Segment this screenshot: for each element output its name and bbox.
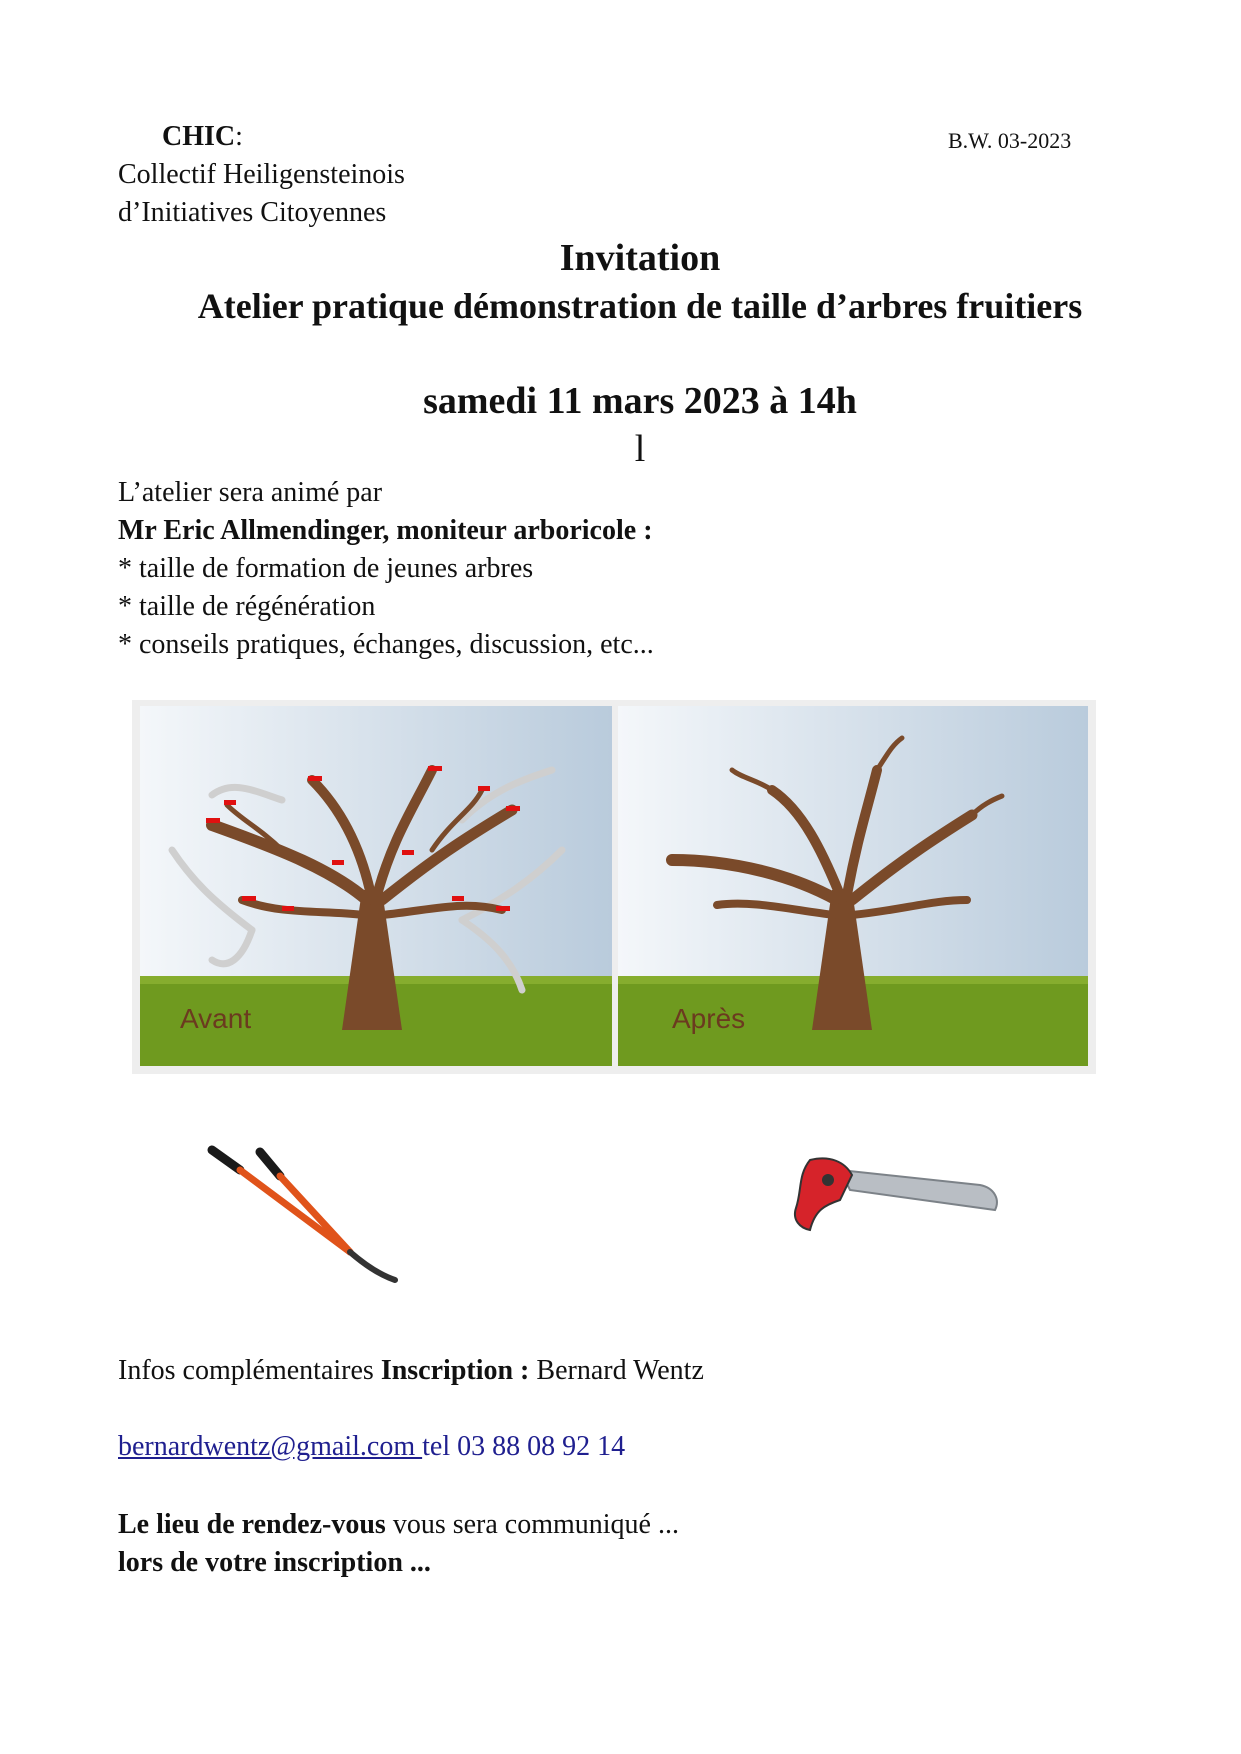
loppers-icon [200, 1140, 410, 1290]
contact-line [118, 1352, 704, 1390]
invitation-title: Invitation [559, 237, 721, 279]
stray-character: l [634, 428, 646, 470]
meeting-rest: vous sera communiqué ... [385, 1509, 679, 1540]
topic-item: * taille de formation de jeunes arbres [118, 553, 534, 584]
before-label: Avant [180, 1003, 252, 1034]
org-colon: : [235, 121, 243, 152]
document-reference: B.W. 03-2023 [948, 128, 1072, 153]
topic-item: * conseils pratiques, échanges, discussion, etc... [118, 629, 654, 660]
intro-block [118, 474, 654, 664]
org-short-name: CHIC [162, 121, 236, 152]
intro-line: L’atelier sera animé par [118, 477, 383, 508]
pruning-illustration [132, 700, 1096, 1074]
meeting-line2: lors de votre inscription ... [118, 1547, 431, 1578]
workshop-subtitle: Atelier pratique démonstration de taille d’arbres fruitiers [197, 286, 1083, 326]
inscription-name: Bernard Wentz [529, 1355, 704, 1386]
phone-number: tel 03 88 08 92 14 [422, 1431, 626, 1462]
after-label: Après [672, 1003, 746, 1034]
email-link[interactable]: bernardwentz@gmail.com [118, 1431, 423, 1462]
meeting-bold: Le lieu de rendez-vous [118, 1509, 386, 1540]
pruning-saw-icon [770, 1140, 1010, 1290]
topic-item: * taille de régénération [118, 591, 376, 622]
org-header [118, 118, 405, 232]
meeting-info [118, 1506, 679, 1582]
inscription-label: Inscription : [380, 1355, 530, 1386]
after-panel [618, 706, 1088, 1066]
contact-details [118, 1428, 625, 1466]
presenter-line: Mr Eric Allmendinger, moniteur arboricole : [118, 515, 653, 546]
infos-prefix: Infos complémentaires [118, 1355, 381, 1386]
event-date: samedi 11 mars 2023 à 14h [423, 380, 857, 422]
org-name-line2: d’Initiatives Citoyennes [118, 197, 387, 228]
org-name-line1: Collectif Heiligensteinois [118, 159, 405, 190]
before-panel [140, 706, 612, 1066]
